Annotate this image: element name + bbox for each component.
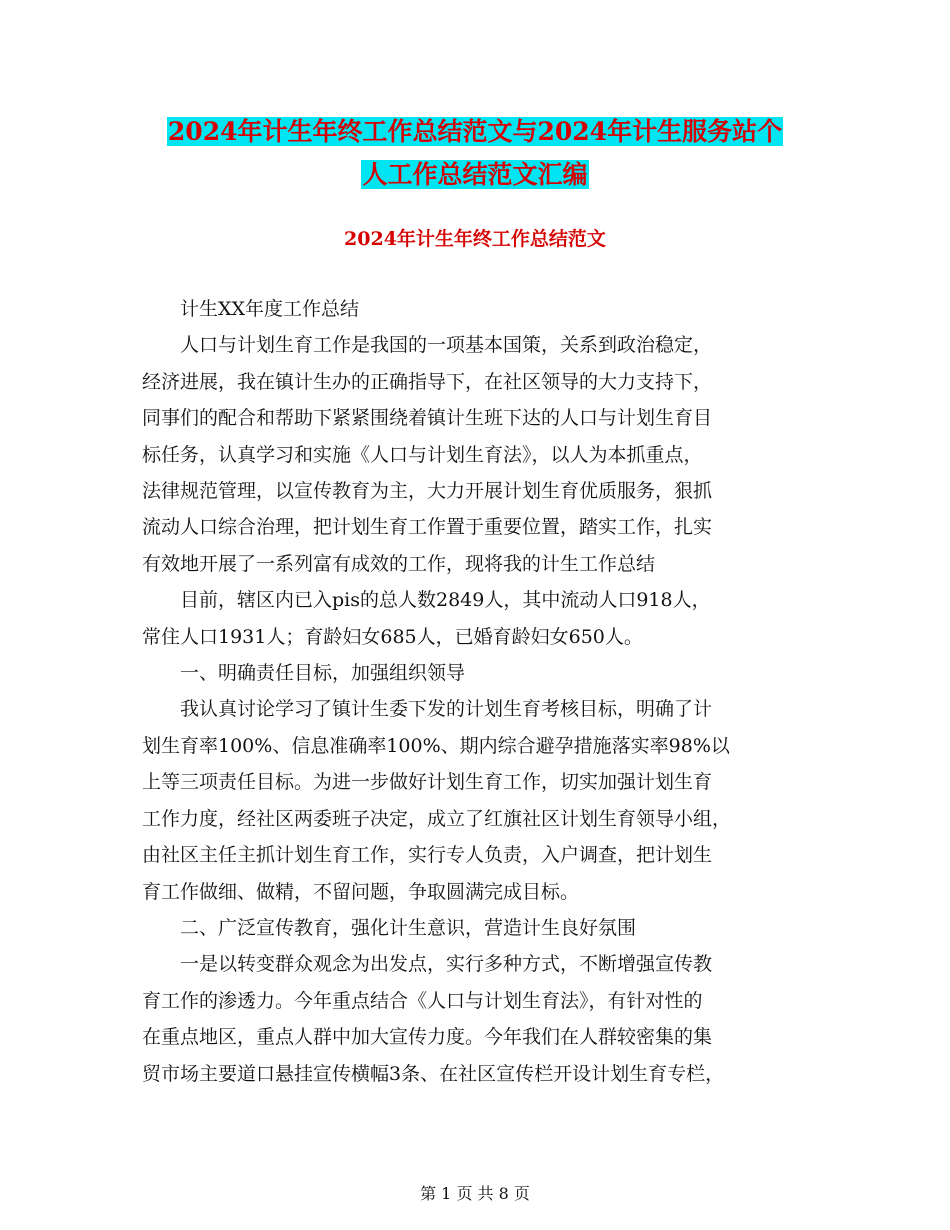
paragraph-line: 上等三项责任目标。为进一步做好计划生育工作，切实加强计划生育	[142, 771, 713, 794]
paragraph-line: 计生XX年度工作总结	[180, 298, 360, 320]
paragraph-line: 同事们的配合和帮助下紧紧围绕着镇计生班下达的人口与计划生育目	[142, 407, 713, 430]
paragraph-line: 流动人口综合治理，把计划生育工作置于重要位置，踏实工作，扎实	[142, 516, 713, 539]
paragraph-line: 一、明确责任目标，加强组织领导	[180, 662, 466, 685]
paragraph-line: 标任务，认真学习和实施《人口与计划生育法》，以人为本抓重点，	[142, 443, 703, 466]
title-highlight-1: 2024年计生年终工作总结范文与2024年计生服务站个	[167, 117, 783, 146]
paragraph-line: 我认真讨论学习了镇计生委下发的计划生育考核目标，明确了计	[180, 698, 713, 721]
section-title: 2024年计生年终工作总结范文	[344, 228, 606, 250]
paragraph-line: 工作力度，经社区两委班子决定，成立了红旗社区计划生育领导小组，	[142, 807, 732, 830]
paragraph-line: 目前，辖区内已入pis的总人数2849人，其中流动人口918人，	[180, 589, 711, 612]
paragraph-line: 有效地开展了一系列富有成效的工作，现将我的计生工作总结	[142, 552, 656, 575]
paragraph-line: 育工作做细、做精，不留问题，争取圆满完成目标。	[142, 880, 580, 903]
title-highlight-2: 人工作总结范文汇编	[362, 160, 588, 189]
paragraph-line: 法律规范管理，以宣传教育为主，大力开展计划生育优质服务，狠抓	[142, 480, 713, 503]
paragraph-line: 人口与计划生育工作是我国的一项基本国策，关系到政治稳定，	[180, 334, 713, 357]
paragraph-line: 常住人口1931人；育龄妇女685人，已婚育龄妇女650人。	[142, 625, 643, 648]
page-footer: 第 1 页 共 8 页	[420, 1184, 530, 1203]
paragraph-line: 经济进展，我在镇计生办的正确指导下，在社区领导的大力支持下，	[142, 370, 713, 393]
paragraph-line: 由社区主任主抓计划生育工作，实行专人负责，入户调查，把计划生	[142, 844, 713, 867]
document-title-line-1	[0, 117, 950, 147]
paragraph-line: 一是以转变群众观念为出发点，实行多种方式，不断增强宣传教	[180, 953, 713, 976]
paragraph-line: 贸市场主要道口悬挂宣传横幅3条、在社区宣传栏开设计划生育专栏，	[142, 1062, 725, 1085]
body-text	[142, 291, 810, 1092]
paragraph-line: 划生育率100%、信息准确率100%、期内综合避孕措施落实率98%以	[142, 734, 730, 757]
document-title-line-2	[0, 160, 950, 190]
paragraph-line: 在重点地区，重点人群中加大宣传力度。今年我们在人群较密集的集	[142, 1026, 713, 1049]
paragraph-line: 育工作的渗透力。今年重点结合《人口与计划生育法》，有针对性的	[142, 989, 703, 1012]
paragraph-line: 二、广泛宣传教育，强化计生意识，营造计生良好氛围	[180, 916, 637, 939]
